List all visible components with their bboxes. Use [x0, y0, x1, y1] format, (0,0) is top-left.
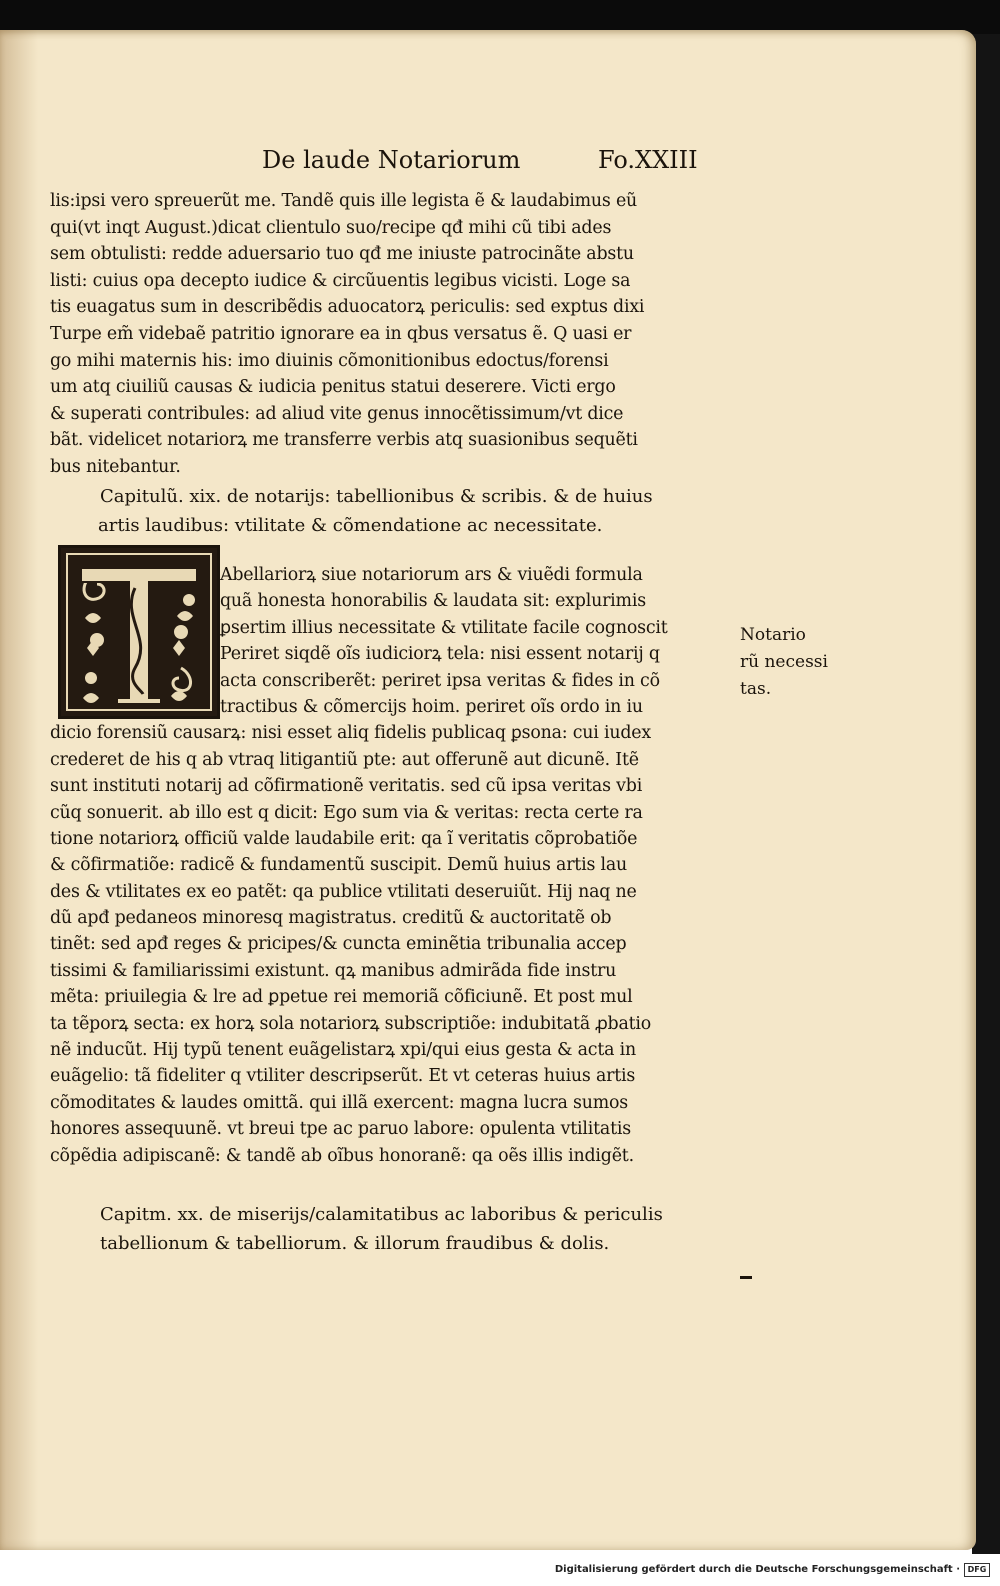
text-line: cõpẽdia adipiscanẽ: & tandẽ ab oĩbus honoranẽ: qa oẽs illis indigẽt.	[50, 1145, 634, 1166]
text-line: ꝑsertim illius necessitate & vtilitate facile cognoscit	[220, 617, 668, 638]
text-line: cũq sonuerit. ab illo est q dicit: Ego sum via & veritas: recta certe ra	[50, 802, 643, 823]
text-line: dicio forensiũ causarꝝ: nisi esset aliq fidelis publicaq ꝑsona: cui iudex	[50, 723, 651, 744]
heading-line: tabellionum & tabelliorum. & illorum fraudibus & dolis.	[100, 1233, 610, 1254]
marginal-line: tas.	[740, 679, 772, 699]
text-line: tione notariorꝝ officiũ valde laudabile erit: qa ĩ veritatis cõprobatiõe	[50, 828, 638, 849]
text-line: tinẽt: sed apđ reges & pricipes/& cuncta eminẽtia tribunalia accep	[50, 934, 627, 955]
text-line: tis euagatus sum in describẽdis aduocatorꝝ periculis: sed exptus dixi	[50, 297, 645, 318]
heading-line: Capitulũ. xix. de notarijs: tabellionibus & scribis. & de huius	[100, 486, 653, 507]
funding-credit: Digitalisierung gefördert durch die Deutsche Forschungsgemeinschaft ·	[554, 1564, 960, 1575]
running-title: De laude Notariorum	[262, 146, 521, 174]
text-line: um atq ciuiliũ causas & iudicia penitus statui deserere. Victi ergo	[50, 377, 616, 398]
text-line: ta tẽporꝝ secta: ex horꝝ sola notariorꝝ subscriptiõe: indubitatã ꝓbatio	[50, 1013, 652, 1034]
text-line: des & vtilitates ex eo patẽt: qa publice vtilitati deseruiũt. Hij naq ne	[50, 881, 637, 902]
text-line: quã honesta honorabilis & laudata sit: explurimis	[220, 591, 646, 612]
scan-footer	[0, 1556, 1000, 1586]
text-line: Periret siqdẽ oĩs iudiciorꝝ tela: nisi essent notarij q	[220, 644, 660, 665]
text-line: bus nitebantur.	[50, 456, 181, 477]
heading-line: Capitm. xx. de miserijs/calamitatibus ac laboribus & periculis	[100, 1204, 663, 1225]
chapter-19-body	[50, 562, 740, 1169]
text-line: nẽ inducũt. Hij typũ tenent euãgelistarꝝ xpi/qui eius gesta & acta in	[50, 1040, 636, 1061]
chapter-20-heading	[100, 1200, 740, 1258]
text-line: sunt instituti notarij ad cõfirmationẽ veritatis. sed cũ ipsa veritas vbi	[50, 776, 643, 797]
chapter-19-heading	[100, 482, 740, 540]
text-line: tissimi & familiarissimi existunt. qꝝ manibus admirãda fide instru	[50, 960, 617, 981]
text-line: & superati contribules: ad aliud vite genus innocẽtissimum/vt dice	[50, 403, 624, 424]
text-line: crederet de his q ab vtraq litigantiũ pte: aut offerunẽ aut dicunẽ. Itẽ	[50, 749, 639, 770]
marginal-line: Notario	[740, 625, 806, 645]
text-line: Turpe em̃ videbaẽ patritio ignorare ea in qbus versatus ẽ. Q uasi er	[50, 323, 632, 344]
text-line: listi: cuius opa decepto iudice & circũuentis legibus vicisti. Loge sa	[50, 270, 631, 291]
text-line: dũ apđ pedaneos minoresq magistratus. creditũ & auctoritatẽ ob	[50, 908, 612, 929]
marginal-line: rũ necessi	[740, 652, 828, 672]
text-line: lis:ipsi vero spreuerũt me. Tandẽ quis ille legista ẽ & laudabimus eũ	[50, 191, 638, 211]
text-line: acta conscriberẽt: periret ipsa veritas & fides in cõ	[220, 670, 660, 691]
marginal-note	[740, 622, 828, 703]
ink-mark	[740, 1276, 752, 1279]
heading-line: artis laudibus: vtilitate & cõmendatione ac necessitate.	[98, 515, 603, 536]
text-line: sem obtulisti: redde aduersario tuo qđ me iniuste patrocinãte abstu	[50, 244, 634, 265]
folio-number: Fo.XXIII	[598, 146, 698, 174]
dfg-logo: DFG	[964, 1563, 990, 1577]
scan-right-border	[972, 34, 1000, 1554]
text-line: euãgelio: tã fideliter q vtiliter descripserũt. Et vt ceteras huius artis	[50, 1066, 636, 1087]
text-line: honores assequunẽ. vt breui tpe ac paruo labore: opulenta vtilitatis	[50, 1119, 631, 1140]
scan-top-border	[0, 0, 1000, 34]
text-line: tractibus & cõmercijs hoim. periret oĩs ordo in iu	[220, 696, 643, 717]
text-line: qui(vt inqt August.)dicat clientulo suo/recipe qđ mihi cũ tibi ades	[50, 217, 612, 238]
text-line: cõmoditates & laudes omittã. qui illã exercent: magna lucra sumos	[50, 1092, 629, 1113]
text-line: mẽta: priuilegia & lre ad ꝑpetue rei memoriã cõficiunẽ. Et post mul	[50, 987, 633, 1008]
text-line: go mihi maternis his: imo diuinis cõmonitionibus edoctus/forensi	[50, 350, 609, 371]
text-line: Abellariorꝝ siue notariorum ars & viuẽdi formula	[220, 565, 643, 585]
top-paragraph	[50, 188, 730, 481]
text-line: bãt. videlicet notariorꝝ me transferre verbis atq suasionibus sequẽti	[50, 430, 638, 451]
text-line: & cõfirmatiõe: radicẽ & fundamentũ suscipit. Demũ huius artis lau	[50, 855, 628, 876]
